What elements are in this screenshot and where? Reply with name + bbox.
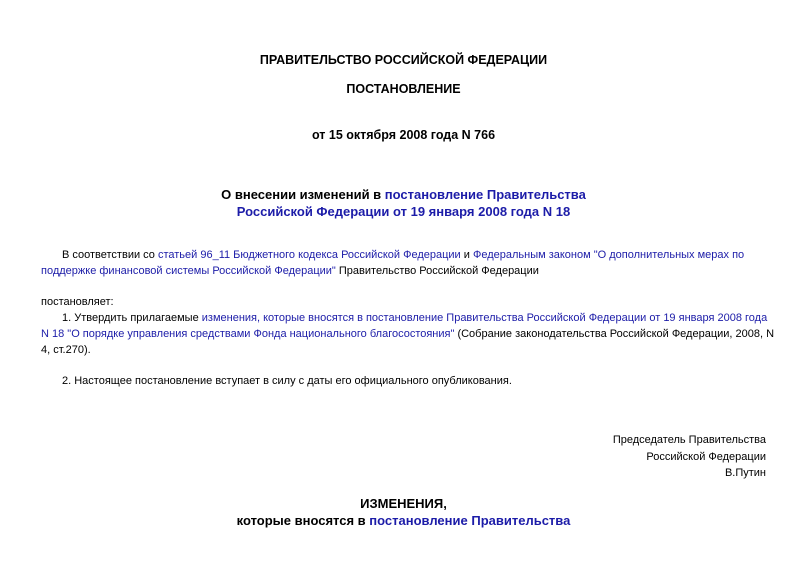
signature-title-line2: Российской Федерации — [646, 451, 766, 463]
federal-law-link-cont[interactable]: поддержке финансовой системы Российской Федерации" — [41, 265, 336, 277]
government-heading: ПРАВИТЕЛЬСТВО РОССИЙСКОЙ ФЕДЕРАЦИИ — [259, 53, 548, 67]
changes-sub-prefix: которые вносятся в — [236, 513, 370, 528]
item1-line2 — [41, 326, 774, 342]
item1-line3: 4, ст.270). — [41, 344, 91, 356]
changes-heading: ИЗМЕНЕНИЯ, — [360, 496, 447, 511]
preamble-line2 — [41, 263, 539, 279]
changes-link[interactable]: изменения, которые вносятся в постановление Правительства Российской Федерации от 19 января 2008 года — [201, 312, 768, 324]
item1-text: (Собрание законодательства Российской Федерации, 2008, N — [454, 328, 775, 340]
signature-title-line1: Председатель Правительства — [612, 434, 766, 446]
item2-text: 2. Настоящее постановление вступает в силу с даты его официального опубликования. — [62, 375, 512, 387]
changes-sub-link[interactable]: постановление Правительства — [369, 513, 571, 528]
changes-link-cont[interactable]: N 18 "О порядке управления средствами Фонда национального благосостояния" — [41, 328, 455, 340]
document-type: ПОСТАНОВЛЕНИЕ — [346, 82, 461, 96]
date-number: от 15 октября 2008 года N 766 — [311, 128, 496, 142]
item1-text: 1. Утвердить прилагаемые — [62, 312, 202, 324]
preamble-text: и — [460, 249, 473, 261]
resolves-text: постановляет: — [41, 296, 114, 308]
document-title-line1 — [0, 187, 807, 202]
signature-name: В.Путин — [724, 467, 766, 479]
changes-subheading — [0, 513, 807, 528]
document-title-line2 — [0, 204, 807, 219]
preamble-text: В соответствии со — [62, 249, 158, 261]
title-prefix: О внесении изменений в — [221, 187, 385, 202]
preamble-text: Правительство Российской Федерации — [335, 265, 539, 277]
federal-law-link[interactable]: Федеральным законом "О дополнительных мерах по — [472, 249, 745, 261]
budget-code-link[interactable]: статьей 96_11 Бюджетного кодекса Российской Федерации — [157, 249, 461, 261]
preamble-line1 — [62, 247, 744, 263]
item1-line1 — [62, 310, 767, 326]
title-link-line2[interactable]: Российской Федерации от 19 января 2008 года N 18 — [236, 204, 571, 219]
title-link-line1[interactable]: постановление Правительства — [384, 187, 586, 202]
